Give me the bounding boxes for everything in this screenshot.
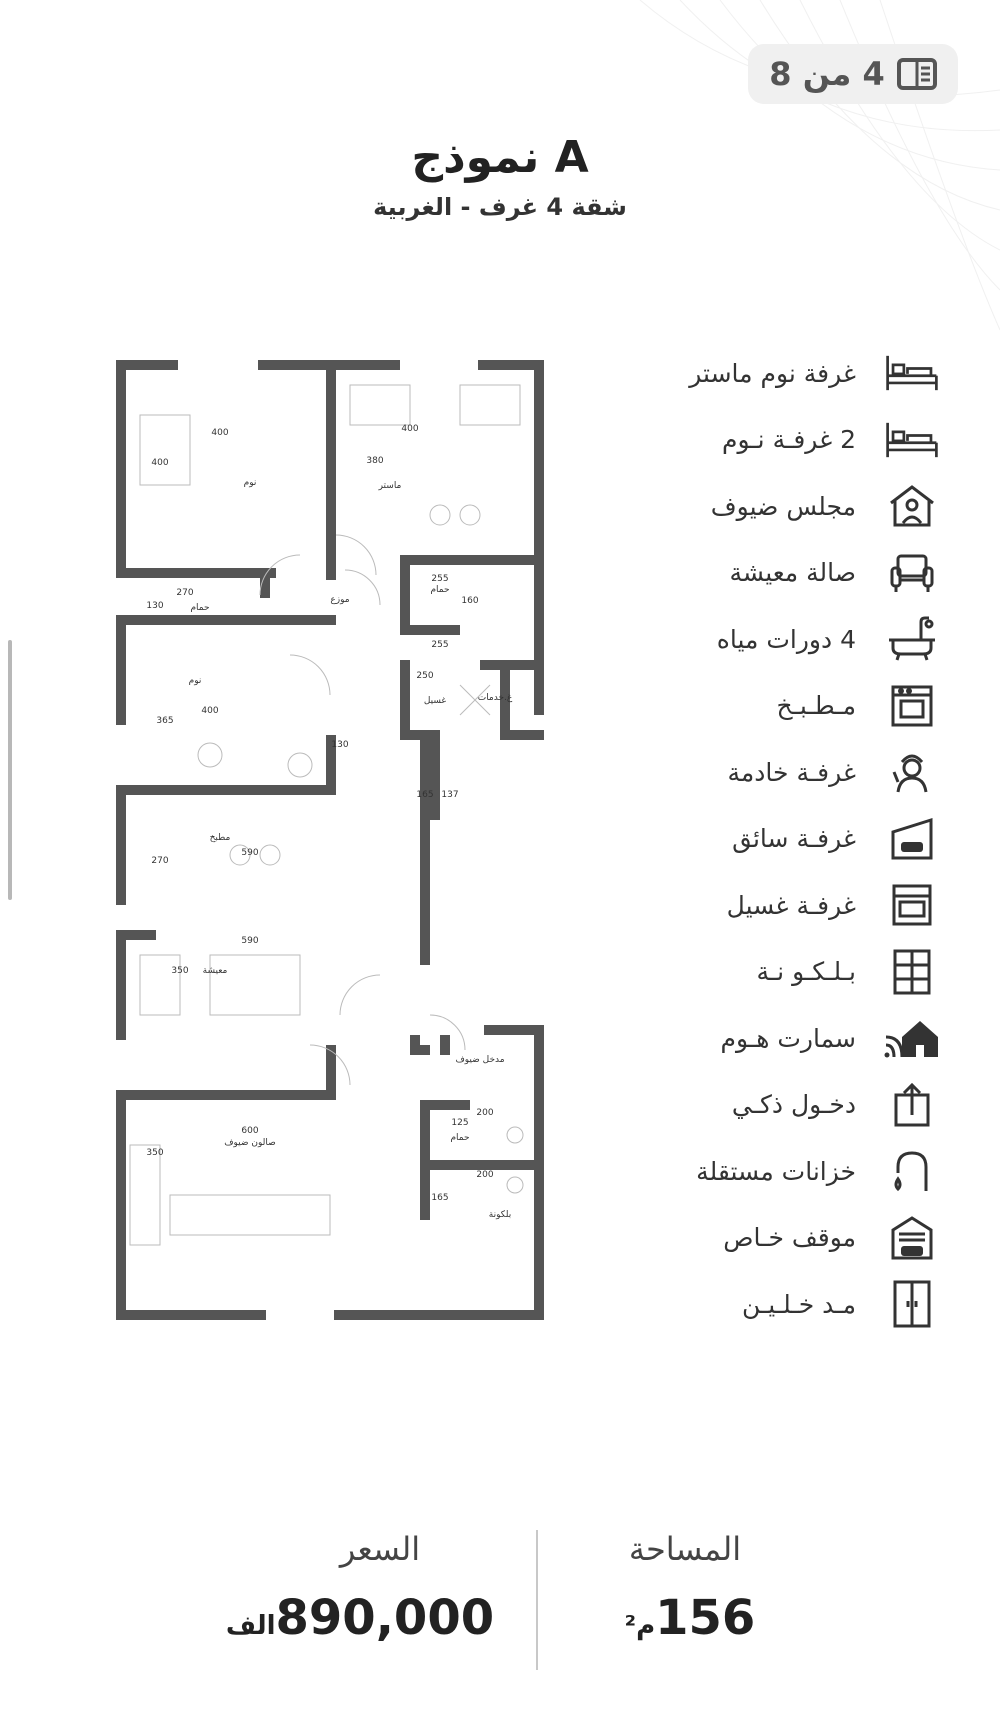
feature-label: مجلس ضيوف: [710, 491, 856, 521]
salon-height: 350: [146, 1148, 164, 1158]
bath2-width: 255: [431, 574, 449, 584]
price-value: [210, 1590, 510, 1646]
salon-width: 600: [241, 1126, 259, 1136]
feature-item: [640, 673, 940, 740]
scroll-indicator[interactable]: [8, 640, 12, 900]
double-door-icon: [884, 1279, 940, 1329]
feature-label: سمارت هـوم: [720, 1023, 856, 1053]
parking-icon: [884, 1213, 940, 1263]
area-unit: م²: [624, 1611, 656, 1641]
feature-item: [640, 1271, 940, 1338]
balcony-label: بلكونة: [488, 1210, 512, 1220]
bath3-width: 165: [416, 790, 434, 800]
feature-label: خزانات مستقلة: [696, 1156, 856, 1186]
feature-item: [640, 1005, 940, 1072]
feature-label: بـلـكـو نـة: [756, 957, 856, 987]
salon-label: صالون ضيوف: [224, 1138, 276, 1148]
feature-label: موقف خـاص: [723, 1223, 856, 1253]
window-icon: [884, 947, 940, 997]
features-list: [640, 340, 940, 1338]
smart-entry-icon: [884, 1080, 940, 1130]
feature-item: [640, 739, 940, 806]
living-width: 590: [241, 936, 259, 946]
master-width: 400: [401, 424, 419, 434]
washer-icon: [884, 880, 940, 930]
feature-label: غرفـة غسيل: [726, 890, 856, 920]
feature-item: [640, 407, 940, 474]
feature-label: غرفة نوم ماستر: [689, 358, 856, 388]
bath1-width: 270: [176, 588, 194, 598]
kitchen-width: 590: [241, 848, 259, 858]
feature-item: [640, 806, 940, 873]
feature-item: [640, 872, 940, 939]
bathtub-icon: [884, 614, 940, 664]
balcony-height: 165: [431, 1193, 449, 1203]
feature-item: [640, 606, 940, 673]
feature-item: [640, 473, 940, 540]
book-open-icon: [897, 58, 937, 90]
oven-icon: [884, 681, 940, 731]
model-title: نموذج A: [411, 132, 589, 183]
floor-plan: [110, 355, 550, 1345]
bath1-label: حمام: [190, 603, 210, 613]
bed2-height: 365: [156, 716, 174, 726]
kitchen-label: مطبخ: [209, 833, 231, 843]
bed1-label: نوم: [243, 478, 257, 488]
feature-item: [640, 1072, 940, 1139]
smart-home-icon: [884, 1013, 940, 1063]
feature-label: صالة معيشة: [729, 558, 856, 588]
master-height: 380: [366, 456, 384, 466]
laundry-height: 250: [416, 671, 434, 681]
page-counter[interactable]: [748, 44, 958, 104]
guest-house-icon: [884, 481, 940, 531]
price-label: السعر: [339, 1530, 421, 1568]
feature-label: غرفـة خادمة: [727, 757, 856, 787]
bath2-label: حمام: [430, 585, 450, 595]
corridor-width: 130: [331, 740, 349, 750]
armchair-icon: [884, 548, 940, 598]
bed2-width: 400: [201, 706, 219, 716]
bed2-label: نوم: [188, 676, 202, 686]
laundry-width: 255: [431, 640, 449, 650]
price-unit: الف: [225, 1611, 276, 1641]
page-counter-text: 4 من 8: [769, 55, 885, 93]
corridor-label: موزع: [330, 595, 350, 605]
feature-label: 2 غرفـة نـوم: [721, 425, 856, 455]
living-label: معيشة: [202, 966, 228, 976]
bed-icon: [884, 348, 940, 398]
feature-item: [640, 939, 940, 1006]
kitchen-height: 270: [151, 856, 169, 866]
feature-item: [640, 340, 940, 407]
price-number: 890,000: [275, 1590, 495, 1646]
feature-label: 4 دورات مياه: [716, 624, 856, 654]
stats-divider: [536, 1530, 538, 1670]
bath4-height: 125: [451, 1118, 469, 1128]
area-number: 156: [655, 1590, 756, 1646]
laundry-label: غسيل: [423, 696, 447, 706]
tank-icon: [884, 1146, 940, 1196]
bath4-label: حمام: [450, 1133, 470, 1143]
garage-car-icon: [884, 814, 940, 864]
maid-label: غ.خدمات: [477, 693, 513, 703]
master-label: ماستر: [378, 481, 402, 491]
living-height: 350: [171, 966, 189, 976]
feature-label: غرفـة سائق: [732, 824, 856, 854]
feature-label: دخـول ذكـي: [731, 1090, 856, 1120]
feature-item: [640, 540, 940, 607]
bed1-width: 400: [211, 428, 229, 438]
feature-item: [640, 1138, 940, 1205]
bed1-height: 400: [151, 458, 169, 468]
area-label: المساحة: [628, 1530, 742, 1568]
feature-label: مـد خـلـيـن: [741, 1289, 856, 1319]
area-value: [600, 1590, 780, 1646]
balcony-width: 200: [476, 1170, 494, 1180]
bed-icon: [884, 415, 940, 465]
guest-entry-label: مدخل ضيوف: [455, 1055, 505, 1065]
maid-icon: [884, 747, 940, 797]
bath1-height: 130: [146, 601, 164, 611]
bath2-height: 160: [461, 596, 479, 606]
bath3-height: 137: [441, 790, 459, 800]
feature-label: مـطـبـخ: [776, 691, 856, 721]
feature-item: [640, 1205, 940, 1272]
model-subtitle: شقة 4 غرف - الغربية: [373, 193, 627, 221]
bath4-width: 200: [476, 1108, 494, 1118]
